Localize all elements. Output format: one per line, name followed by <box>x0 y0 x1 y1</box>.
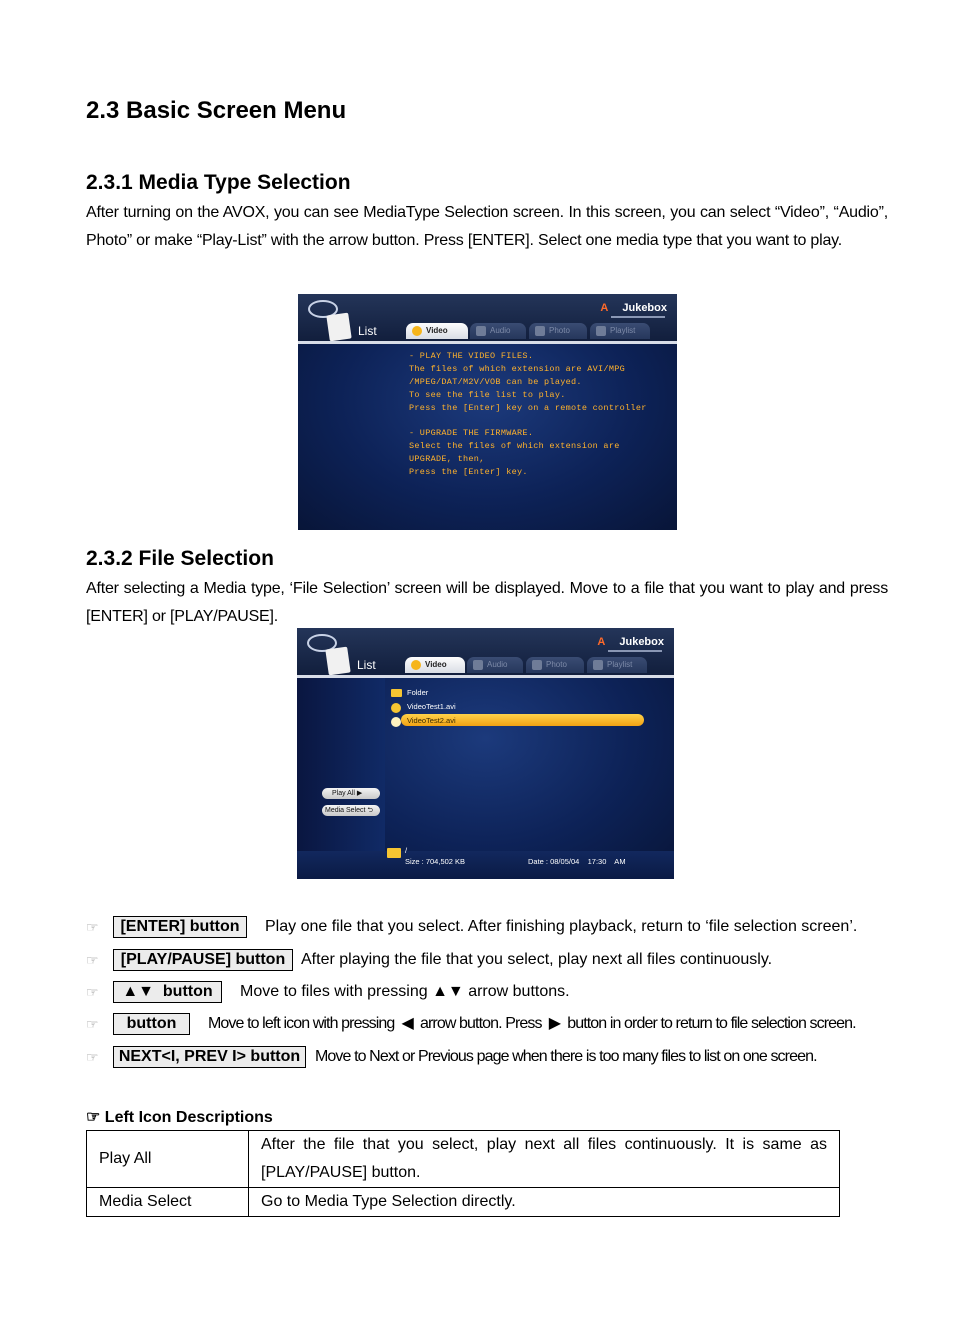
file-selection-heading: 2.3.2 File Selection <box>86 547 274 570</box>
left-right-button-label: button <box>113 1013 190 1035</box>
table-row <box>87 1188 840 1217</box>
camera-icon <box>532 660 542 670</box>
list-item[interactable]: Folder <box>407 688 428 697</box>
info-line: To see the file list to play. <box>409 390 566 400</box>
list-card-icon <box>325 647 350 676</box>
enter-button-label: [ENTER] button <box>113 916 247 938</box>
info-line: - UPGRADE THE FIRMWARE. <box>409 428 534 438</box>
up-down-button-desc: Move to files with pressing ▲▼ arrow buttons. <box>240 983 570 1000</box>
tab-photo[interactable]: Photo <box>526 657 584 673</box>
section-title: 2.3 Basic Screen Menu <box>86 97 347 124</box>
info-line: Select the files of which extension are <box>409 441 620 451</box>
list-item-selected[interactable]: VideoTest2.avi <box>407 716 456 725</box>
info-line: UPGRADE, then, <box>409 454 485 464</box>
tab-video[interactable]: Video <box>406 323 468 339</box>
playlist-icon <box>596 326 606 336</box>
table-cell-key: Media Select <box>87 1188 249 1217</box>
tab-playlist[interactable]: Playlist <box>590 323 650 339</box>
left-icon-heading: ☞ Left Icon Descriptions <box>86 1109 273 1126</box>
info-line: - PLAY THE VIDEO FILES. <box>409 351 534 361</box>
media-type-heading: 2.3.1 Media Type Selection <box>86 171 351 194</box>
table-cell-value: After the file that you select, play next all files continuously. It is same as [PLAY/PAUSE] button. <box>249 1131 840 1188</box>
bullet-icon: ☞ <box>86 952 99 968</box>
tab-video[interactable]: Video <box>405 657 465 673</box>
video-file-icon <box>391 717 401 727</box>
list-card-icon <box>326 313 351 342</box>
bullet-icon: ☞ <box>86 919 99 935</box>
media-type-paragraph: After turning on the AVOX, you can see MediaType Selection screen. In this screen, you can select “Video”, “Audio”, Photo” or make “Play-List” with the arrow button. Press [ENTER]. Select one media type that you want to play. <box>86 204 888 249</box>
video-file-icon <box>391 703 401 713</box>
play-pause-button-desc: After playing the file that you select, play next all files continuously. <box>301 951 773 968</box>
enter-button-desc: Play one file that you select. After finishing playback, return to ‘file selection screen’. <box>265 918 858 935</box>
file-selection-screenshot <box>297 628 674 879</box>
tab-audio[interactable]: Audio <box>467 657 523 673</box>
info-line: The files of which extension are AVI/MPG <box>409 364 626 374</box>
playlist-icon <box>593 660 603 670</box>
list-item[interactable]: VideoTest1.avi <box>407 702 456 711</box>
brand-logo: A Jukebox <box>600 302 667 314</box>
video-icon <box>412 326 422 336</box>
video-icon <box>411 660 421 670</box>
table-row <box>87 1131 840 1188</box>
tab-playlist[interactable]: Playlist <box>587 657 647 673</box>
path-text: / <box>405 846 408 855</box>
bullet-icon: ☞ <box>86 1049 99 1065</box>
up-down-button-label: ▲▼ button <box>113 981 222 1003</box>
info-line: /MPEG/DAT/M2V/VOB can be played. <box>409 377 582 387</box>
brand-underline <box>611 316 665 318</box>
play-all-button[interactable]: Play All ▶ <box>322 788 380 799</box>
table-cell-key: Play All <box>87 1131 249 1188</box>
music-icon <box>476 326 486 336</box>
music-icon <box>473 660 483 670</box>
file-selection-paragraph: After selecting a Media type, ‘File Selection’ screen will be displayed. Move to a file that you want to play and press [ENTER] or [PLAY/PAUSE]. <box>86 580 888 625</box>
info-line: Press the [Enter] key on a remote controller <box>409 403 647 413</box>
camera-icon <box>535 326 545 336</box>
left-panel <box>297 678 385 857</box>
play-pause-button-label: [PLAY/PAUSE] button <box>113 949 293 971</box>
list-label: List <box>358 324 377 338</box>
table-cell-value: Go to Media Type Selection directly. <box>249 1188 840 1217</box>
left-right-button-desc: Move to left icon with pressing ◀ arrow button. Press ▶ button in order to return to file selection screen. <box>208 1015 856 1032</box>
open-folder-icon <box>387 848 401 858</box>
tab-photo[interactable]: Photo <box>529 323 587 339</box>
date-text: Date : 08/05/04 17:30 AM <box>528 857 626 866</box>
tab-audio[interactable]: Audio <box>470 323 526 339</box>
left-icon-table <box>86 1130 840 1217</box>
info-line: Press the [Enter] key. <box>409 467 528 477</box>
next-prev-button-desc: Move to Next or Previous page when there is too many files to list on one screen. <box>315 1048 817 1065</box>
list-label: List <box>357 658 376 672</box>
bullet-icon: ☞ <box>86 984 99 1000</box>
next-prev-button-label: NEXT<I, PREV I> button <box>113 1046 306 1068</box>
brand-logo: A Jukebox <box>597 636 664 648</box>
folder-icon <box>391 689 402 697</box>
brand-underline <box>608 650 662 652</box>
size-text: Size : 704,502 KB <box>405 857 466 866</box>
bullet-icon: ☞ <box>86 1016 99 1032</box>
media-type-screenshot <box>298 294 677 530</box>
media-select-button[interactable]: Media Select ⮌ <box>322 805 380 816</box>
